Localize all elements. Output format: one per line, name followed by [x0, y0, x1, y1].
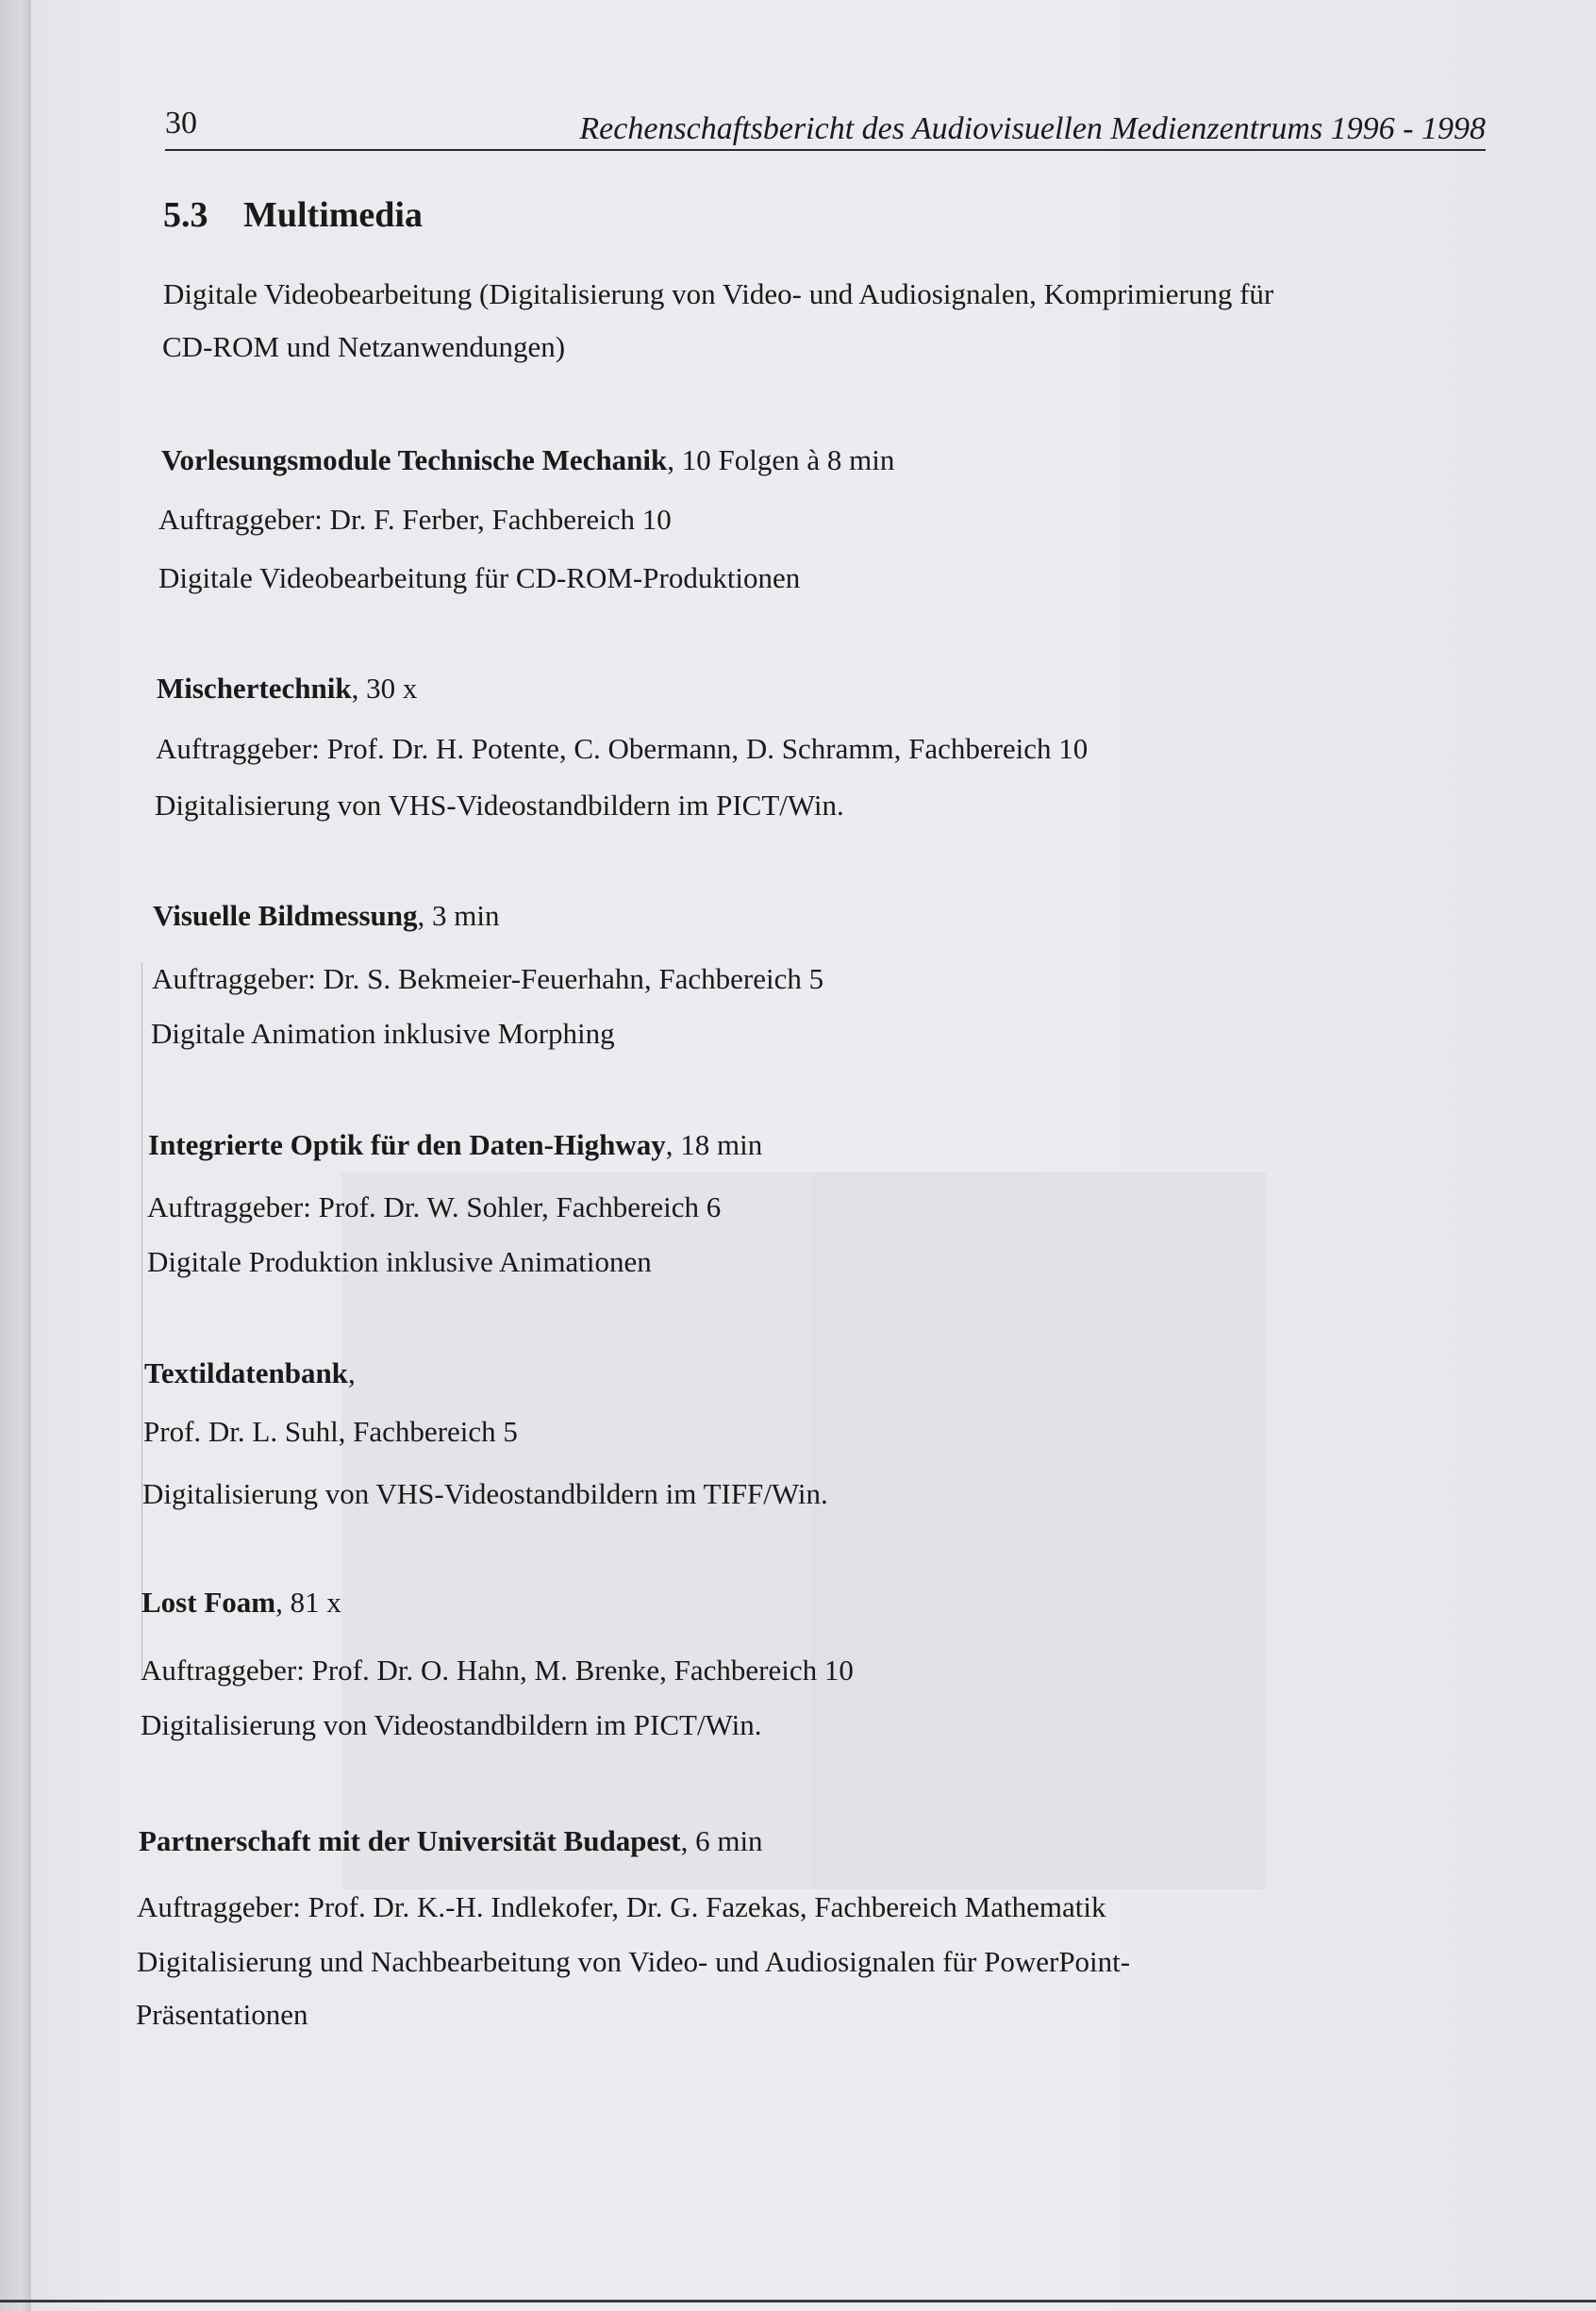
section-title: Multimedia [243, 195, 423, 235]
entry-title: Vorlesungsmodule Technische Mechanik [161, 443, 668, 476]
entry-client: Auftraggeber: Dr. S. Bekmeier-Feuerhahn, Fachbereich 5 [152, 962, 824, 995]
entry-description: Digitale Animation inklusive Morphing [151, 1017, 615, 1050]
entry-suffix: , [347, 1356, 356, 1389]
entry-description: Digitalisierung und Nachbearbeitung von Video- und Audiosignalen für PowerPoint- [137, 1945, 1131, 1978]
binding-edge [0, 0, 30, 2311]
page-number: 30 [165, 106, 197, 141]
entry-title: Partnerschaft mit der Universität Budapest [139, 1824, 681, 1857]
entry-suffix: , 3 min [417, 899, 500, 932]
entry-heading [141, 1588, 341, 1617]
entry-heading [153, 901, 499, 930]
running-header [165, 106, 1486, 151]
entry-title: Integrierte Optik für den Daten-Highway [148, 1128, 666, 1161]
entry-suffix: , 18 min [665, 1128, 763, 1161]
entry-heading [157, 673, 417, 703]
intro-line-1: Digitale Videobearbeitung (Digitalisierung von Video- und Audiosignalen, Komprimierung für [163, 277, 1274, 310]
margin-rule [141, 962, 142, 1679]
entry-client: Auftraggeber: Prof. Dr. O. Hahn, M. Brenke, Fachbereich 10 [141, 1654, 854, 1687]
entry-suffix: , 6 min [680, 1824, 763, 1857]
entry-title: Visuelle Bildmessung [153, 899, 418, 932]
bottom-edge [0, 2300, 1596, 2303]
running-title: Rechenschaftsbericht des Audiovisuellen Medienzentrums 1996 - 1998 [579, 111, 1486, 146]
section-heading [163, 194, 423, 236]
entry-client: Auftraggeber: Prof. Dr. K.-H. Indlekofer, Dr. G. Fazekas, Fachbereich Mathematik [137, 1890, 1106, 1923]
entry-description: Digitalisierung von VHS-Videostandbildern im TIFF/Win. [142, 1477, 828, 1510]
entry-suffix: , 30 x [351, 672, 418, 705]
entry-title: Mischertechnik [157, 672, 352, 705]
entry-suffix: , 10 Folgen à 8 min [667, 443, 895, 476]
entry-description: Digitale Produktion inklusive Animationen [147, 1245, 652, 1278]
entry-client: Prof. Dr. L. Suhl, Fachbereich 5 [143, 1415, 518, 1448]
entry-heading [139, 1826, 763, 1855]
entry-description: Digitalisierung von Videostandbildern im PICT/Win. [141, 1708, 762, 1741]
entry-description-cont: Präsentationen [136, 1998, 308, 2031]
entry-description: Digitalisierung von VHS-Videostandbildern im PICT/Win. [155, 789, 844, 822]
bleed-through-image-inner [811, 1172, 1266, 1889]
entry-heading [148, 1130, 762, 1159]
section-number: 5.3 [163, 195, 208, 235]
entry-title: Lost Foam [141, 1586, 276, 1619]
entry-description: Digitale Videobearbeitung für CD-ROM-Produktionen [158, 561, 801, 594]
entry-client: Auftraggeber: Prof. Dr. W. Sohler, Fachbereich 6 [147, 1190, 722, 1223]
entry-heading [144, 1358, 356, 1388]
entry-suffix: , 81 x [275, 1586, 341, 1619]
intro-line-2: CD-ROM und Netzanwendungen) [162, 330, 566, 363]
entry-client: Auftraggeber: Dr. F. Ferber, Fachbereich 10 [158, 503, 672, 536]
entry-client: Auftraggeber: Prof. Dr. H. Potente, C. Obermann, D. Schramm, Fachbereich 10 [156, 732, 1089, 765]
entry-title: Textildatenbank [144, 1356, 348, 1389]
entry-heading [161, 445, 894, 474]
